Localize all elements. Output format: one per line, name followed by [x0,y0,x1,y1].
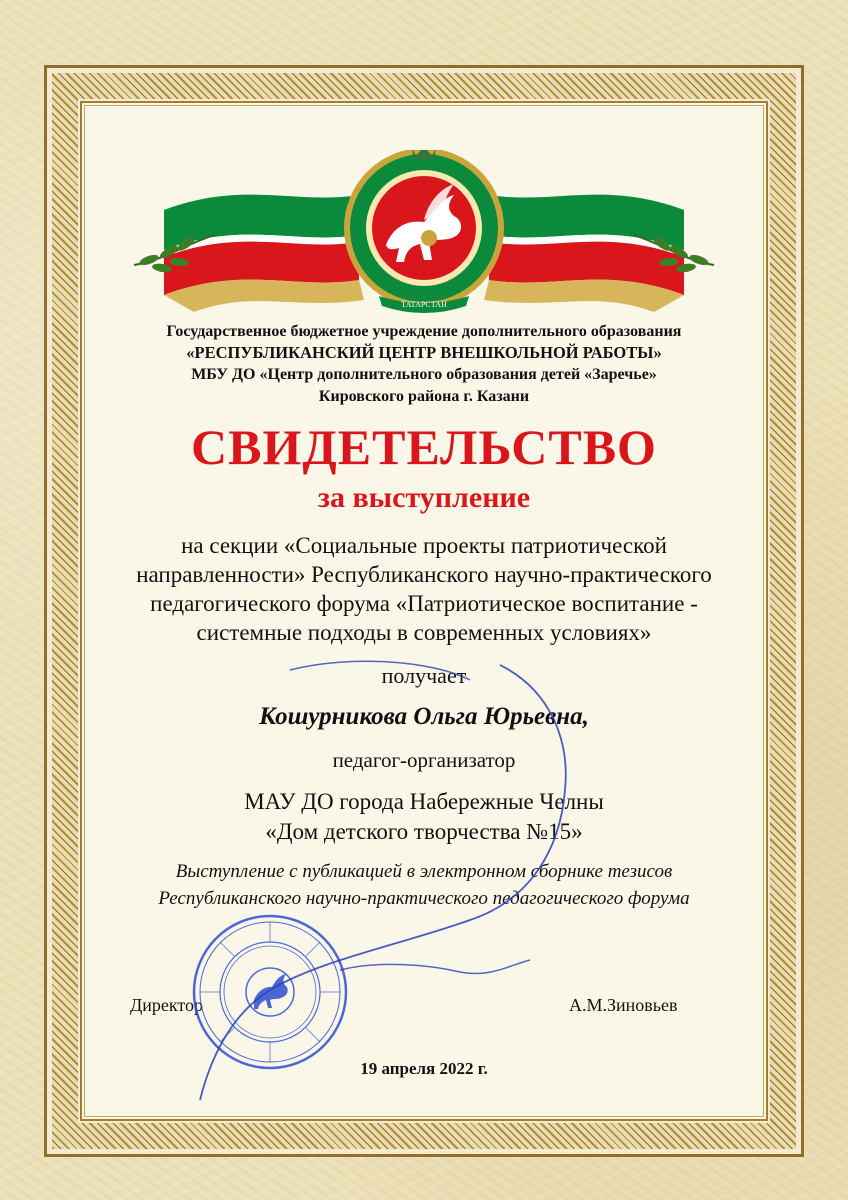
certificate-title: СВИДЕТЕЛЬСТВО [191,419,657,475]
recipient-name: Кошурникова Ольга Юрьевна, [259,703,589,730]
director-name: А.М.Зиновьев [569,995,678,1015]
institution-line-1: МАУ ДО города Набережные Челны [244,789,604,814]
tatarstan-emblem [124,150,724,320]
body-line-4: системные подходы в современных условиях» [196,620,652,645]
org-line-2: «РЕСПУБЛИКАНСКИЙ ЦЕНТР ВНЕШКОЛЬНОЙ РАБОТЫ» [186,343,662,362]
certificate-subtitle: за выступление [317,481,531,514]
publication-note [84,858,764,912]
issue-date: 19 апреля 2022 г. [360,1059,488,1078]
org-line-3: МБУ ДО «Центр дополнительного образования детей «Заречье» [191,366,657,383]
recipient-institution [84,787,764,847]
recipient-position: педагог-организатор [332,748,516,772]
certificate-body [84,531,764,647]
org-line-4: Кировского района г. Казани [318,388,530,405]
director-label: Директор [130,995,204,1015]
receives-label: получает [381,663,467,688]
official-stamp-image [190,912,350,1072]
right-flag-wing [484,195,714,312]
institution-line-2: «Дом детского творчества №15» [265,819,583,844]
body-line-2: направленности» Республиканского научно-практического [136,562,712,587]
publication-line-2: Республиканского научно-практического педагогического форума [158,888,690,909]
body-line-3: педагогического форума «Патриотическое воспитание - [150,591,698,616]
coat-of-arms-medallion [344,150,504,313]
left-flag-wing [134,195,364,312]
body-line-1: на секции «Социальные проекты патриотической [181,533,667,558]
publication-line-1: Выступление с публикацией в электронном сборнике тезисов [175,861,673,882]
emblem-banner-text: ТАТАРСТАН [401,300,447,309]
org-line-1: Государственное бюджетное учреждение дополнительного образования [166,323,682,340]
